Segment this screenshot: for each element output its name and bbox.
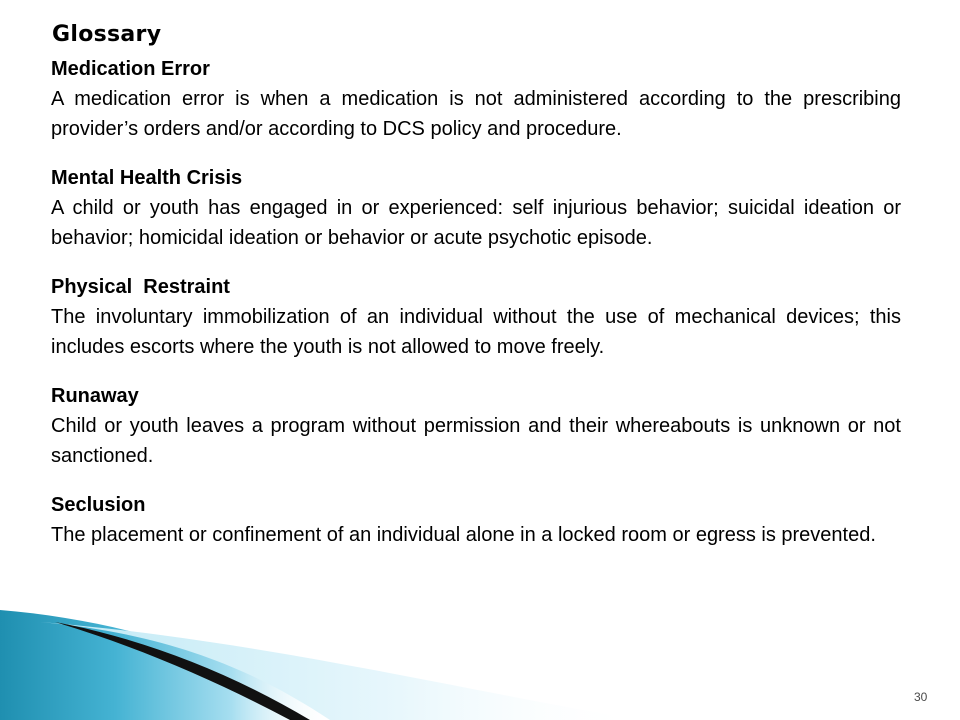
glossary-definition: The involuntary immobilization of an individual without the use of mechanical devices; this includes escorts where the youth is not allowed to move freely.: [51, 306, 901, 358]
glossary-definition: A medication error is when a medication is not administered according to the prescribing provider’s orders and/or according to DCS policy and procedure.: [51, 88, 901, 140]
glossary-term: Physical Restraint: [51, 276, 230, 298]
decorative-swoosh: [0, 600, 960, 720]
glossary-definition: A child or youth has engaged in or experienced: self injurious behavior; suicidal ideation or behavior; homicidal ideation or behavior or acute psychotic episode.: [51, 197, 901, 249]
glossary-term: Medication Error: [51, 58, 210, 80]
glossary-list: [51, 54, 901, 569]
glossary-entry: [51, 490, 901, 550]
glossary-definition: Child or youth leaves a program without permission and their whereabouts is unknown or not sanctioned.: [51, 415, 901, 467]
page-number: 30: [914, 690, 928, 704]
glossary-term: Mental Health Crisis: [51, 167, 243, 189]
glossary-entry: [51, 163, 901, 253]
glossary-term: Runaway: [51, 385, 139, 407]
slide-title: Glossary: [52, 22, 162, 47]
glossary-definition: The placement or confinement of an individual alone in a locked room or egress is prevented.: [51, 524, 876, 546]
glossary-entry: [51, 272, 901, 362]
glossary-entry: [51, 381, 901, 471]
glossary-term: Seclusion: [51, 494, 146, 516]
glossary-entry: [51, 54, 901, 144]
